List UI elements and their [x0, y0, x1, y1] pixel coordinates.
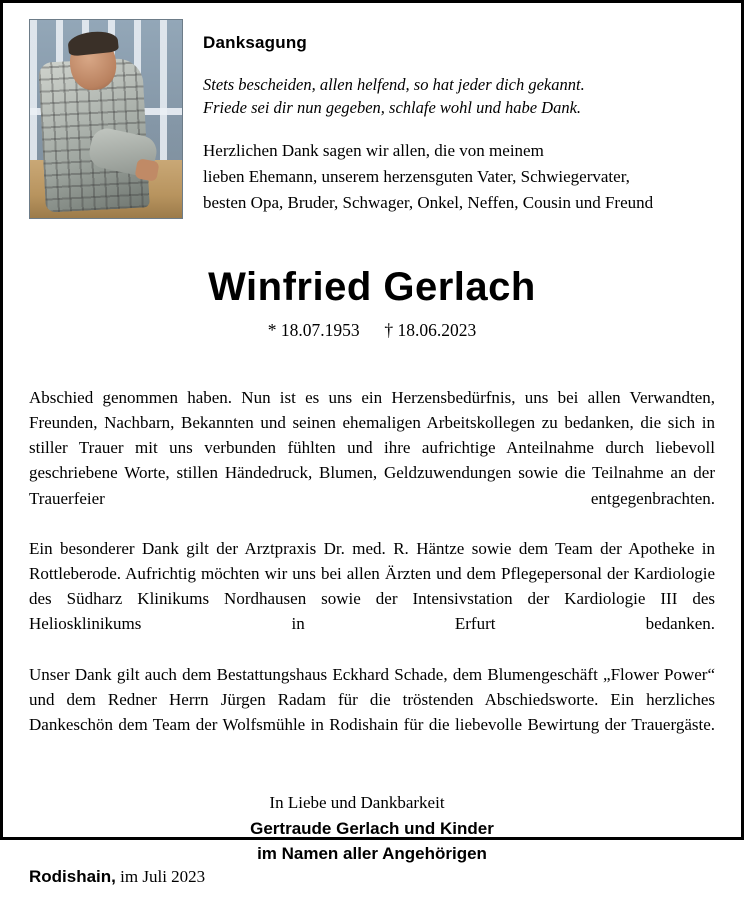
verse-line-2: Friede sei dir nun gegeben, schlafe wohl und habe Dank. — [203, 98, 582, 118]
life-dates — [29, 320, 715, 341]
closing-block — [29, 790, 715, 867]
deceased-name-block — [29, 265, 715, 341]
verse — [203, 73, 715, 120]
obituary-inner — [3, 3, 741, 886]
photo-person-hand — [134, 158, 159, 182]
intro-line-3: besten Opa, Bruder, Schwager, Onkel, Neffen, Cousin und Freund — [203, 192, 654, 212]
deceased-name: Winfried Gerlach — [208, 265, 536, 309]
intro-line-2: lieben Ehemann, unserem herzensguten Vater, Schwiegervater, — [203, 166, 630, 186]
closing-family-name: Gertraude Gerlach und Kinder — [250, 818, 494, 838]
intro-text — [203, 138, 715, 215]
death-date: † 18.06.2023 — [384, 320, 477, 340]
footer — [29, 867, 715, 899]
footer-date: im Juli 2023 — [115, 866, 206, 886]
body-paragraph-2: Ein besonderer Dank gilt der Arztpraxis Dr. med. R. Häntze sowie dem Team der Apotheke in Rottleberode. Aufrichtig möchten wir uns bei allen Ärzten und dem Pflegepersonal der Kardiologie des Südharz Klinikums Nordhausen sowie der Intensivstation der Kardiologie III des Heliosklinikums in Erfurt bedanken. — [29, 538, 715, 634]
closing-line-3: im Namen aller Angehörigen — [257, 844, 487, 864]
header-section — [29, 19, 715, 219]
footer-place: Rodishain, — [29, 866, 116, 886]
portrait-photo — [29, 19, 183, 219]
page-title: Danksagung — [203, 33, 308, 52]
closing-line-1: In Liebe und Dankbarkeit — [269, 793, 445, 813]
verse-line-1: Stets bescheiden, allen helfend, so hat jeder dich gekannt. — [203, 75, 585, 94]
body-paragraph-3: Unser Dank gilt auch dem Bestattungshaus Eckhard Schade, dem Blumengeschäft „Flower Power“ und dem Redner Herrn Jürgen Radam für die tröstenden Abschiedsworte. Ein herzliches Dankeschön dem Team der Wolfsmühle in Rodishain für die liebevolle Bewirtung der Trauergäste. — [29, 664, 715, 735]
thank-you-body — [29, 385, 715, 762]
body-paragraph-1: Abschied genommen haben. Nun ist es uns ein Herzensbedürfnis, uns bei allen Verwandten, Freunden, Nachbarn, Bekannten und seinen ehemaligen Arbeitskollegen zu bedanken, die sich in stiller Trauer mit uns verbunden fühlten und ihre aufrichtige Anteilnahme durch liebevoll geschriebene Worte, stillen Händedruck, Blumen, Geldzuwendungen sowie die Teilnahme an der Trauerfeier entgegenbrachten. — [29, 388, 715, 508]
birth-date: * 18.07.1953 — [267, 320, 360, 340]
header-text — [203, 19, 715, 215]
intro-line-1: Herzlichen Dank sagen wir allen, die von meinem — [203, 140, 544, 160]
